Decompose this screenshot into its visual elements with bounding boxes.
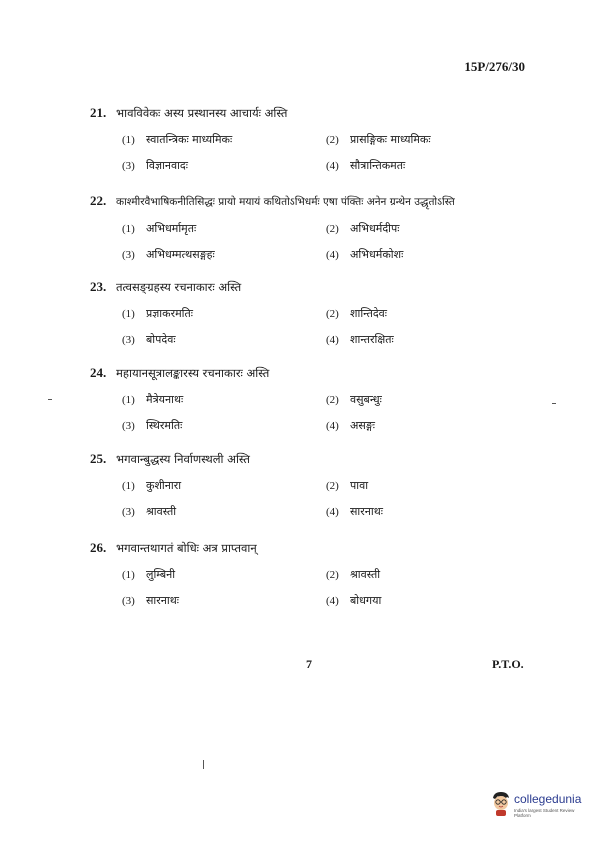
question-number: 23.	[90, 279, 107, 294]
option-text: सारनाथः	[146, 594, 179, 607]
brand-tagline: India's largest Student Review Platform	[514, 808, 575, 818]
option-number: (3)	[122, 249, 135, 261]
option-text: अभिधर्मकोशः	[350, 248, 404, 261]
options	[90, 295, 540, 345]
option-text: श्रावस्ती	[350, 568, 381, 581]
option-1	[122, 221, 196, 236]
option-number: (1)	[122, 223, 135, 235]
option-text: सारनाथः	[350, 505, 383, 518]
option-number: (4)	[326, 160, 339, 172]
option-4	[326, 247, 403, 262]
option-text: लुम्बिनी	[146, 568, 176, 581]
options	[90, 121, 540, 171]
option-number: (3)	[122, 420, 135, 432]
option-number: (1)	[122, 480, 135, 492]
question-text: भावविवेकः अस्य प्रस्थानस्य आचार्यः अस्ति	[116, 106, 288, 120]
pto-label: P.T.O.	[492, 657, 524, 671]
question-stem	[90, 540, 540, 556]
option-4	[326, 504, 383, 519]
question-text: काश्मीरवैभाषिकनीतिसिद्धः प्रायो मयायं कथितोऽभिधर्मः एषा पंक्तिः अनेन ग्रन्थेन उद्धृतोऽस्ति	[116, 196, 455, 208]
option-3	[122, 158, 188, 173]
option-text: विज्ञानवादः	[146, 159, 188, 172]
option-number: (2)	[326, 308, 339, 320]
options	[90, 381, 540, 431]
option-number: (3)	[122, 506, 135, 518]
option-text: अभिधम्मत्थसङ्गहः	[146, 248, 215, 261]
question-number: 22.	[90, 193, 107, 208]
question-22	[90, 193, 540, 260]
option-text: मैत्रेयनाथः	[146, 393, 184, 406]
question-text: भगवान्तथागतं बोधिः अत्र प्राप्तवान्	[116, 541, 257, 555]
option-text: स्वातन्त्रिकः माध्यमिकः	[146, 133, 233, 146]
option-2	[326, 132, 431, 147]
question-21	[90, 105, 540, 171]
option-4	[326, 158, 405, 173]
option-1	[122, 567, 175, 582]
option-number: (4)	[326, 334, 339, 346]
option-text: शान्तिदेवः	[350, 307, 388, 320]
option-2	[326, 392, 382, 407]
question-stem	[90, 279, 540, 295]
question-stem	[90, 193, 540, 210]
question-number: 24.	[90, 365, 107, 380]
option-1	[122, 132, 232, 147]
scan-mark	[203, 760, 204, 769]
scan-mark	[552, 403, 556, 404]
option-number: (2)	[326, 394, 339, 406]
option-text: अभिधर्मामृतः	[146, 222, 197, 235]
option-4	[326, 593, 381, 608]
option-text: अभिधर्मदीपः	[350, 222, 400, 235]
option-4	[326, 418, 375, 433]
mascot-icon	[490, 790, 512, 816]
option-text: कुशीनारा	[146, 479, 182, 492]
option-3	[122, 332, 176, 347]
option-text: प्रासङ्गिकः माध्यमिकः	[350, 133, 431, 146]
scan-mark	[48, 399, 52, 400]
option-number: (2)	[326, 134, 339, 146]
option-number: (2)	[326, 569, 339, 581]
option-number: (2)	[326, 480, 339, 492]
question-26	[90, 540, 540, 606]
option-number: (4)	[326, 506, 339, 518]
option-text: पावा	[350, 479, 369, 492]
options	[90, 556, 540, 606]
question-text: भगवान्बुद्धस्य निर्वाणस्थली अस्ति	[116, 452, 250, 466]
option-number: (4)	[326, 595, 339, 607]
option-2	[326, 567, 380, 582]
option-1	[122, 306, 193, 321]
option-text: श्रावस्ती	[146, 505, 177, 518]
option-text: सौत्रान्तिकमतः	[350, 159, 406, 172]
option-number: (3)	[122, 334, 135, 346]
question-text: तत्वसङ्ग्रहस्य रचनाकारः अस्ति	[116, 280, 242, 294]
question-stem	[90, 451, 540, 467]
option-text: प्रज्ञाकरमतिः	[146, 307, 194, 320]
option-text: असङ्गः	[350, 419, 376, 432]
option-number: (3)	[122, 160, 135, 172]
option-number: (4)	[326, 249, 339, 261]
option-3	[122, 247, 215, 262]
question-number: 26.	[90, 540, 107, 555]
option-4	[326, 332, 394, 347]
brand-name: collegedunia	[514, 792, 582, 806]
question-stem	[90, 105, 540, 121]
option-number: (1)	[122, 308, 135, 320]
options	[90, 210, 540, 260]
question-24	[90, 365, 540, 431]
option-3	[122, 504, 176, 519]
option-text: वसुबन्धुः	[350, 393, 382, 406]
option-text: स्थिरमतिः	[146, 419, 183, 432]
question-stem	[90, 365, 540, 381]
option-2	[326, 221, 400, 236]
paper-code: 15P/276/30	[464, 59, 525, 74]
option-3	[122, 418, 182, 433]
option-text: बोधगया	[350, 594, 382, 607]
option-number: (1)	[122, 569, 135, 581]
options	[90, 467, 540, 517]
question-number: 21.	[90, 105, 107, 120]
option-1	[122, 478, 181, 493]
option-number: (2)	[326, 223, 339, 235]
question-23	[90, 279, 540, 345]
option-number: (3)	[122, 595, 135, 607]
question-number: 25.	[90, 451, 107, 466]
option-number: (1)	[122, 394, 135, 406]
option-number: (1)	[122, 134, 135, 146]
option-number: (4)	[326, 420, 339, 432]
option-text: बोपदेवः	[146, 333, 176, 346]
collegedunia-logo	[490, 790, 590, 830]
question-text: महायानसूत्रालङ्कारस्य रचनाकारः अस्ति	[116, 366, 270, 380]
option-1	[122, 392, 183, 407]
option-2	[326, 478, 368, 493]
option-text: शान्तरक्षितः	[350, 333, 394, 346]
question-25	[90, 451, 540, 517]
page-number: 7	[306, 657, 312, 671]
option-3	[122, 593, 179, 608]
option-2	[326, 306, 387, 321]
